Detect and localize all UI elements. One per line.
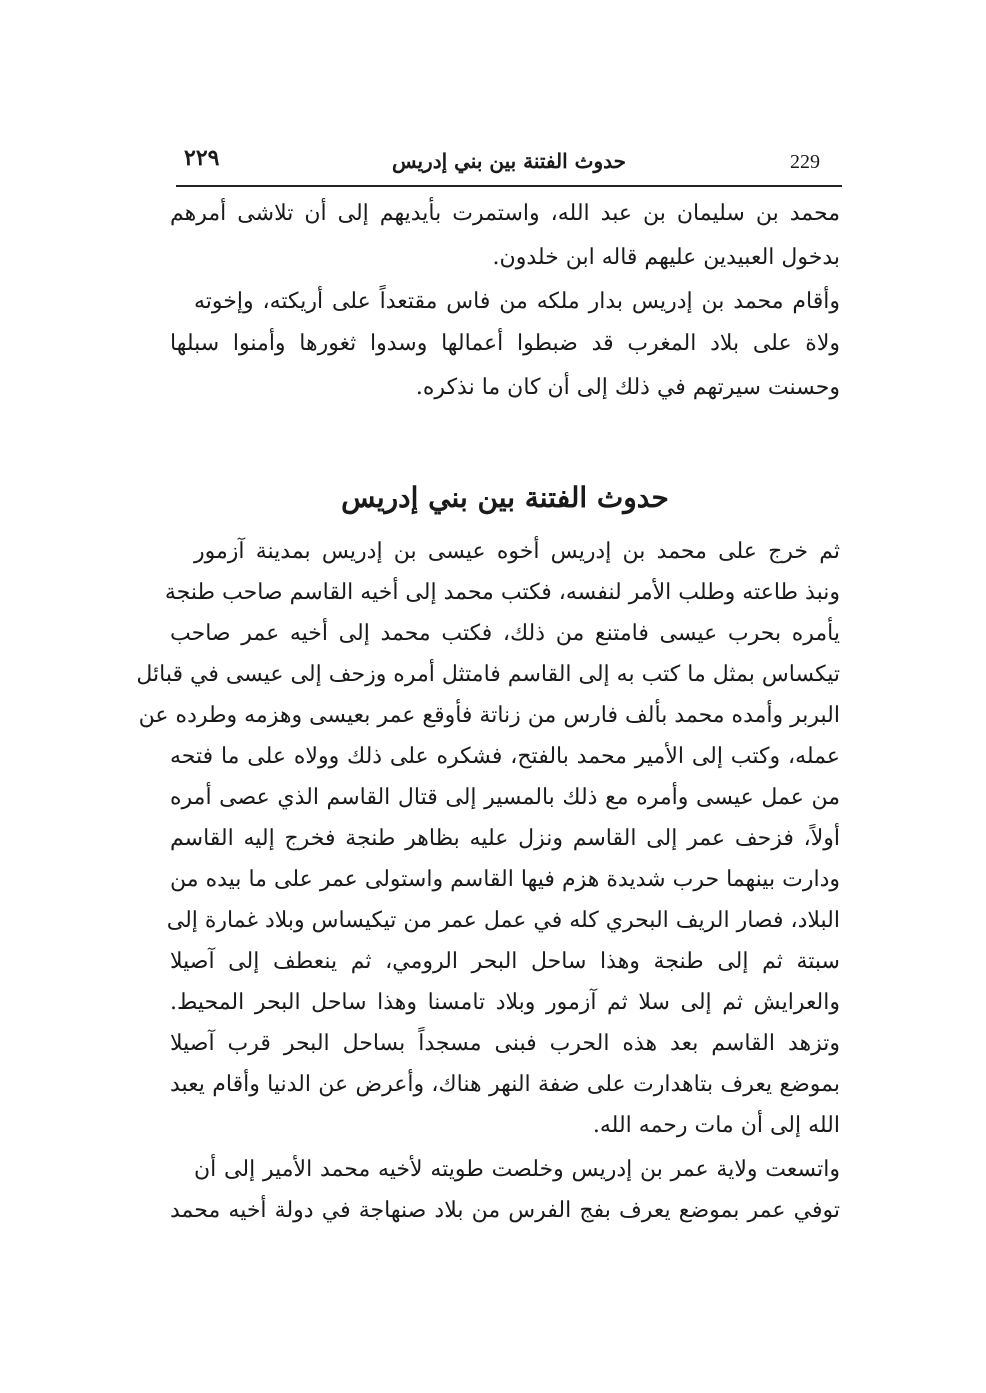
body-line: ثم خرج على محمد بن إدريس أخوه عيسى بن إدريس بمدينة آزمور: [194, 539, 840, 564]
intro-line: ولاة على بلاد المغرب قد ضبطوا أعمالها وسدوا ثغورها وأمنوا سبلها: [170, 331, 840, 356]
page-number-arabic: ٢٢٩: [184, 145, 220, 171]
running-title: حدوث الفتنة بين بني إدريس: [391, 149, 627, 173]
intro-paragraphs: [170, 196, 840, 416]
body-line: ونبذ طاعته وطلب الأمر لنفسه، فكتب محمد إلى أخيه القاسم صاحب طنجة: [164, 580, 840, 605]
section-paragraphs: [136, 534, 840, 1234]
body-line: أولاً، فزحف عمر إلى القاسم ونزل عليه بظاهر طنجة فخرج إليه القاسم: [170, 826, 840, 851]
page-header: [176, 143, 842, 187]
intro-line: محمد بن سليمان بن عبد الله، واستمرت بأيديهم إلى أن تلاشى أمرهم: [170, 201, 840, 226]
intro-line: بدخول العبيدين عليهم قاله ابن خلدون.: [492, 245, 840, 270]
body-line: والعرايش ثم إلى سلا ثم آزمور وبلاد تامسنا وهذا ساحل البحر المحيط.: [170, 990, 840, 1015]
body-line: الله إلى أن مات رحمه الله.: [592, 1113, 840, 1138]
body-line: بموضع يعرف بتاهدارت على ضفة النهر هناك، وأعرض عن الدنيا وأقام يعبد: [170, 1072, 840, 1097]
body-line: توفي عمر بموضع يعرف بفج الفرس من بلاد صنهاجة في دولة أخيه محمد: [170, 1198, 840, 1223]
section-heading: حدوث الفتنة بين بني إدريس: [341, 481, 669, 514]
intro-line: وحسنت سيرتهم في ذلك إلى أن كان ما نذكره.: [415, 375, 840, 400]
page-number-latin: 229: [790, 151, 820, 173]
body-line: البلاد، فصار الريف البحري كله في عمل عمر من تيكيساس وبلاد غمارة إلى: [166, 908, 840, 933]
intro-line: وأقام محمد بن إدريس بدار ملكه من فاس مقتعداً على أريكته، وإخوته: [194, 289, 840, 314]
body-line: واتسعت ولاية عمر بن إدريس وخلصت طويته لأخيه محمد الأمير إلى أن: [194, 1157, 840, 1182]
body-line: ودارت بينهما حرب شديدة هزم فيها القاسم واستولى عمر على ما بيده من: [170, 867, 840, 892]
body-line: عمله، وكتب إلى الأمير محمد بالفتح، فشكره على ذلك وولاه على ما فتحه: [170, 744, 840, 769]
body-line: البربر وأمده محمد بألف فارس من زناتة فأوقع عمر بعيسى وهزمه وطرده عن: [138, 703, 840, 728]
body-line: سبتة ثم إلى طنجة وهذا ساحل البحر الرومي، ثم ينعطف إلى آصيلا: [170, 949, 840, 974]
body-line: من عمل عيسى وأمره مع ذلك بالمسير إلى قتال القاسم الذي عصى أمره: [170, 785, 840, 810]
body-line: يأمره بحرب عيسى فامتنع من ذلك، فكتب محمد إلى أخيه عمر صاحب: [170, 621, 840, 646]
body-line: وتزهد القاسم بعد هذه الحرب فبنى مسجداً بساحل البحر قرب آصيلا: [170, 1031, 840, 1056]
body-line: تيكساس بمثل ما كتب به إلى القاسم فامتثل أمره وزحف إلى عيسى في قبائل: [136, 662, 840, 687]
